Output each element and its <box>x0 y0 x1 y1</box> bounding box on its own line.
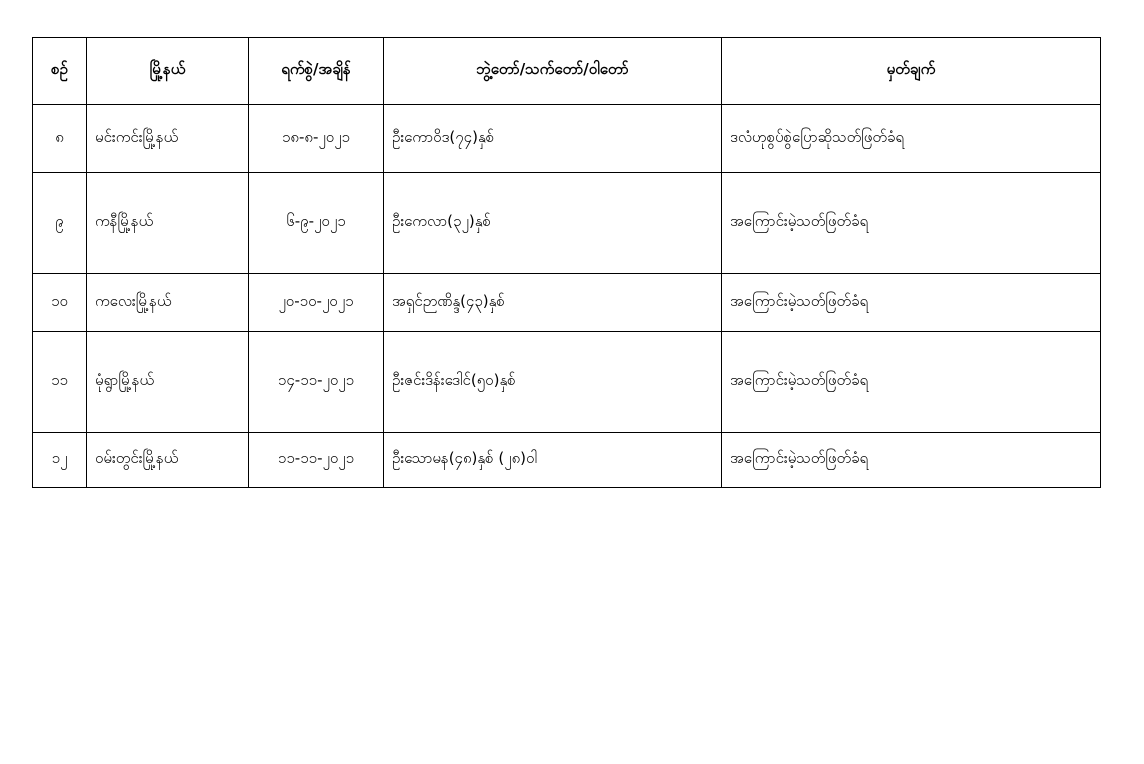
table-row <box>33 332 1101 433</box>
cell-no: ၈ <box>33 105 87 173</box>
cell-name: အရှင်ဉာဏိန္ဒ(၄၃)နှစ် <box>384 274 722 332</box>
cell-township: မင်းကင်းမြို့နယ် <box>87 105 249 173</box>
cell-township: ကနီမြို့နယ် <box>87 173 249 274</box>
table-row <box>33 433 1101 488</box>
table-row <box>33 173 1101 274</box>
header-date: ရက်စွဲ/အချိန် <box>249 38 384 105</box>
cell-township: ဝမ်းတွင်းမြို့နယ် <box>87 433 249 488</box>
cell-remark: အကြောင်းမဲ့သတ်ဖြတ်ခံရ <box>722 433 1101 488</box>
cell-township: ကလေးမြို့နယ် <box>87 274 249 332</box>
header-no: စဉ် <box>33 38 87 105</box>
records-table <box>32 37 1101 488</box>
table-row <box>33 105 1101 173</box>
header-name: ဘွဲ့တော်/သက်တော်/ဝါတော် <box>384 38 722 105</box>
cell-date: ၆-၉-၂၀၂၁ <box>249 173 384 274</box>
table-row <box>33 274 1101 332</box>
cell-date: ၁၈-၈-၂၀၂၁ <box>249 105 384 173</box>
cell-remark: အကြောင်းမဲ့သတ်ဖြတ်ခံရ <box>722 173 1101 274</box>
cell-date: ၁၄-၁၁-၂၀၂၁ <box>249 332 384 433</box>
cell-remark: အကြောင်းမဲ့သတ်ဖြတ်ခံရ <box>722 274 1101 332</box>
header-row <box>33 38 1101 105</box>
cell-remark: ဒလံဟုစွပ်စွဲပြောဆိုသတ်ဖြတ်ခံရ <box>722 105 1101 173</box>
header-remark: မှတ်ချက် <box>722 38 1101 105</box>
cell-name: ဦးကောဝိဒ(၇၄)နှစ် <box>384 105 722 173</box>
cell-date: ၁၁-၁၁-၂၀၂၁ <box>249 433 384 488</box>
cell-name: ဦးသောမန(၄၈)နှစ် (၂၈)ဝါ <box>384 433 722 488</box>
cell-no: ၁၀ <box>33 274 87 332</box>
cell-no: ၁၂ <box>33 433 87 488</box>
header-township: မြို့နယ် <box>87 38 249 105</box>
cell-township: မုံရွာမြို့နယ် <box>87 332 249 433</box>
cell-name: ဦးဇင်းဒိန်းဒေါင်(၅၀)နှစ် <box>384 332 722 433</box>
cell-date: ၂၀-၁၀-၂၀၂၁ <box>249 274 384 332</box>
cell-remark: အကြောင်းမဲ့သတ်ဖြတ်ခံရ <box>722 332 1101 433</box>
cell-no: ၁၁ <box>33 332 87 433</box>
cell-no: ၉ <box>33 173 87 274</box>
cell-name: ဦးကေလာ(၃၂)နှစ် <box>384 173 722 274</box>
